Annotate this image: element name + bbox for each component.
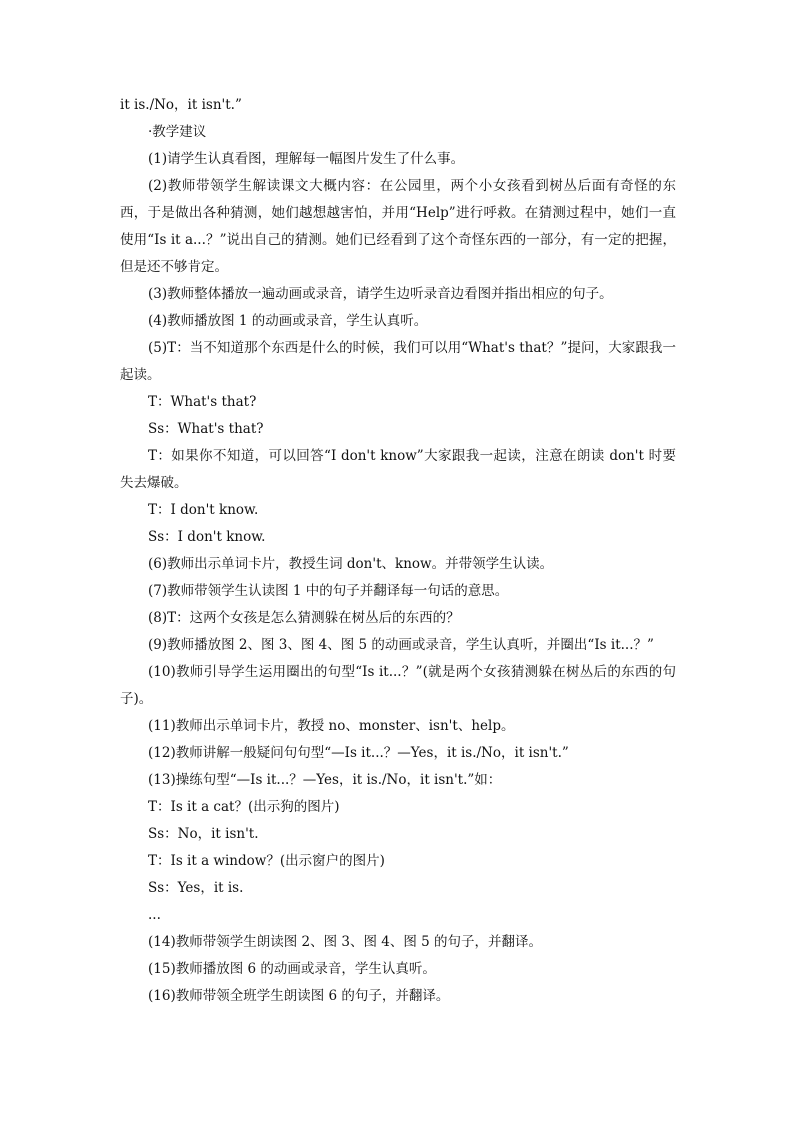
section-heading: ·教学建议 (148, 124, 207, 140)
text-line-continuation: it is./No，it isn't.” (120, 97, 242, 113)
dialogue-line: T：I don't know. (148, 502, 259, 518)
step-item: (5)T：当不知道那个东西是什么的时候，我们可以用“What's that？”提问，大家跟我一起读。 (120, 340, 676, 383)
step-item: (11)教师出示单词卡片，教授 no、monster、isn't、help。 (148, 718, 515, 734)
document-body (120, 92, 676, 1010)
ellipsis-line: ... (148, 907, 161, 923)
dialogue-line: T：What's that? (148, 394, 257, 410)
step-item: (6)教师出示单词卡片，教授生词 don't、know。并带领学生认读。 (148, 556, 554, 572)
dialogue-line: Ss：No，it isn't. (148, 826, 259, 842)
step-item: (15)教师播放图 6 的动画或录音，学生认真听。 (148, 961, 436, 977)
step-item: (9)教师播放图 2、图 3、图 4、图 5 的动画或录音，学生认真听，并圈出“Is it...？” (148, 637, 654, 653)
step-item: (4)教师播放图 1 的动画或录音，学生认真听。 (148, 313, 428, 329)
step-item: (10)教师引导学生运用圈出的句型“Is it...？”(就是两个女孩猜测躲在树丛后的东西的句子)。 (120, 664, 676, 707)
step-item: (8)T：这两个女孩是怎么猜测躲在树丛后的东西的？ (148, 610, 460, 626)
step-item: (7)教师带领学生认读图 1 中的句子并翻译每一句话的意思。 (148, 583, 509, 599)
step-item: (13)操练句型“—Is it...？—Yes，it is./No，it isn't.”如： (148, 772, 502, 788)
dialogue-line: T：Is it a cat？(出示狗的图片) (148, 799, 340, 815)
step-item: (16)教师带领全班学生朗读图 6 的句子，并翻译。 (148, 988, 450, 1004)
dialogue-line: Ss：I don't know. (148, 529, 266, 545)
step-item: (2)教师带领学生解读课文大概内容：在公园里，两个小女孩看到树丛后面有奇怪的东西，于是做出各种猜测，她们越想越害怕，并用“Help”进行呼救。在猜测过程中，她们一直使用“Is it a...？”说出自己的猜测。她们已经看到了这个奇怪东西的一部分，有一定的把握，但是还不够肯定。 (120, 178, 676, 275)
dialogue-line: T：Is it a window？(出示窗户的图片) (148, 853, 385, 869)
dialogue-line: Ss：What's that? (148, 421, 264, 437)
dialogue-line: T：如果你不知道，可以回答“I don't know”大家跟我一起读，注意在朗读 don't 时要失去爆破。 (120, 448, 676, 491)
step-item: (3)教师整体播放一遍动画或录音，请学生边听录音边看图并指出相应的句子。 (148, 286, 613, 302)
step-item: (12)教师讲解一般疑问句句型“—Is it...？—Yes，it is./No，it isn't.” (148, 745, 569, 761)
step-item: (14)教师带领学生朗读图 2、图 3、图 4、图 5 的句子，并翻译。 (148, 934, 543, 950)
step-item: (1)请学生认真看图，理解每一幅图片发生了什么事。 (148, 151, 465, 167)
dialogue-line: Ss：Yes，it is. (148, 880, 244, 896)
